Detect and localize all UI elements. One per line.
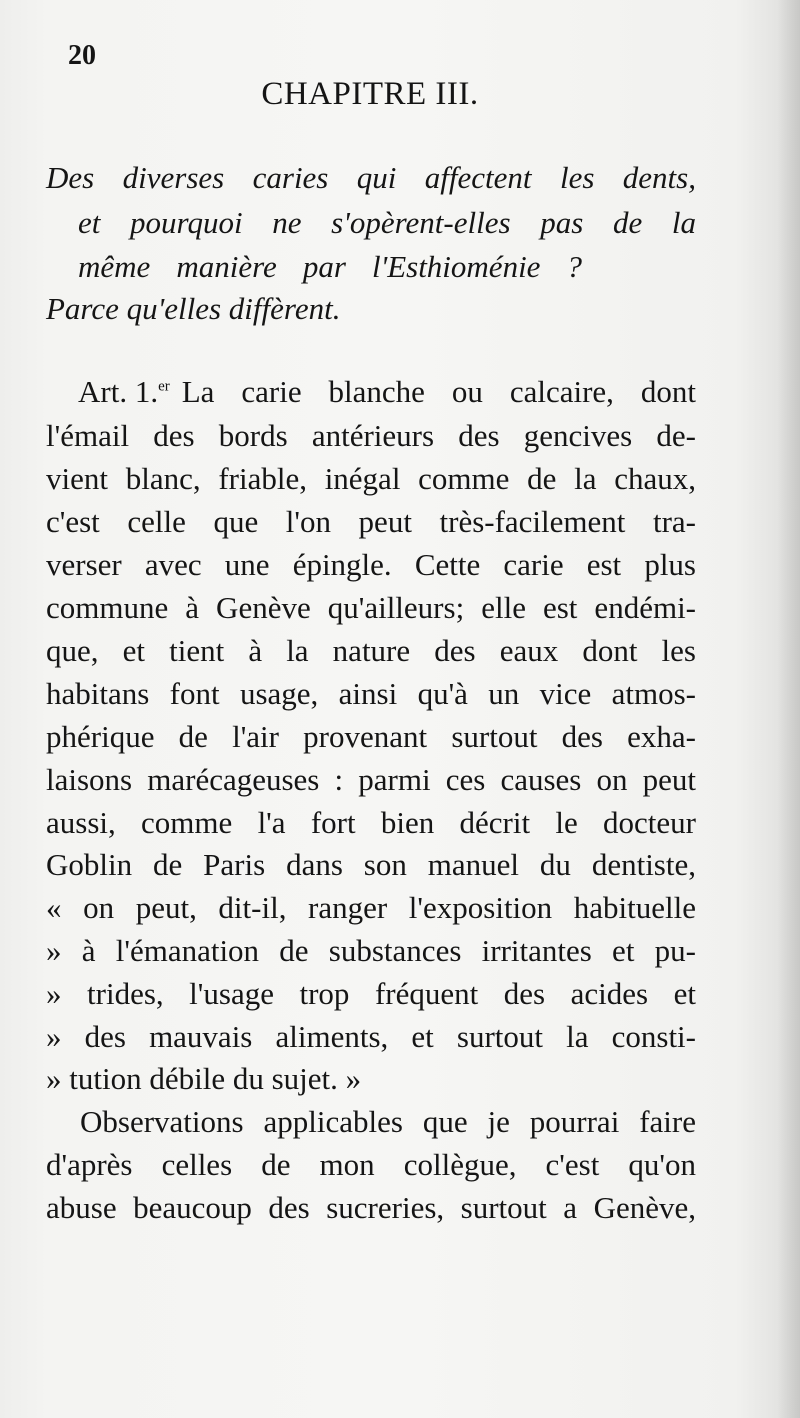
body-line-4: verser avec une épingle. Cette carie est plus (46, 547, 696, 582)
article-label-superscript: er (158, 378, 170, 395)
article-first-line-text: La carie blanche ou calcaire, dont (181, 374, 696, 409)
body-line-16: » tution débile du sujet. » (46, 1061, 362, 1096)
subtitle-line-4: Parce qu'elles diffèrent. (46, 291, 341, 326)
observation-line-1: Observations applicables que je pourrai faire (80, 1104, 696, 1139)
body-line-11: Goblin de Paris dans son manuel du dentiste, (46, 847, 696, 882)
body-line-15: » des mauvais aliments, et surtout la consti- (46, 1019, 696, 1054)
body-line-2: vient blanc, friable, inégal comme de la chaux, (46, 461, 696, 496)
body-line-14: » trides, l'usage trop fréquent des acides et (46, 976, 696, 1011)
body-line-3: c'est celle que l'on peut très-facilement tra- (46, 504, 696, 539)
subtitle-line-2: et pourquoi ne s'opèrent-elles pas de la (78, 205, 696, 240)
observation-line-2: d'après celles de mon collègue, c'est qu'on (46, 1147, 696, 1182)
body-line-13: » à l'émanation de substances irritantes et pu- (46, 933, 696, 968)
page-number: 20 (68, 40, 96, 71)
article-label: Art. 1.$^{er}$ (78, 374, 170, 409)
page-edge-shadow (778, 0, 800, 1418)
body-line-9: laisons marécageuses : parmi ces causes on peut (46, 762, 696, 797)
body-line-12: « on peut, dit-il, ranger l'exposition habituelle (46, 890, 696, 925)
subtitle-line-3: même manière par l'Esthioménie ? (78, 249, 582, 284)
body-line-1: l'émail des bords antérieurs des gencives de- (46, 418, 696, 453)
observation-line-3: abuse beaucoup des sucreries, surtout a Genève, (46, 1190, 696, 1225)
body-line-6: que, et tient à la nature des eaux dont les (46, 633, 696, 668)
body-line-8: phérique de l'air provenant surtout des exha- (46, 719, 696, 754)
body-line-10: aussi, comme l'a fort bien décrit le docteur (46, 805, 696, 840)
subtitle-line-1: Des diverses caries qui affectent les dents, (46, 160, 696, 195)
article-first-line (78, 376, 696, 407)
body-line-5: commune à Genève qu'ailleurs; elle est endémi- (46, 590, 696, 625)
chapter-title: CHAPITRE III. (261, 76, 479, 112)
body-line-7: habitans font usage, ainsi qu'à un vice atmos- (46, 676, 696, 711)
